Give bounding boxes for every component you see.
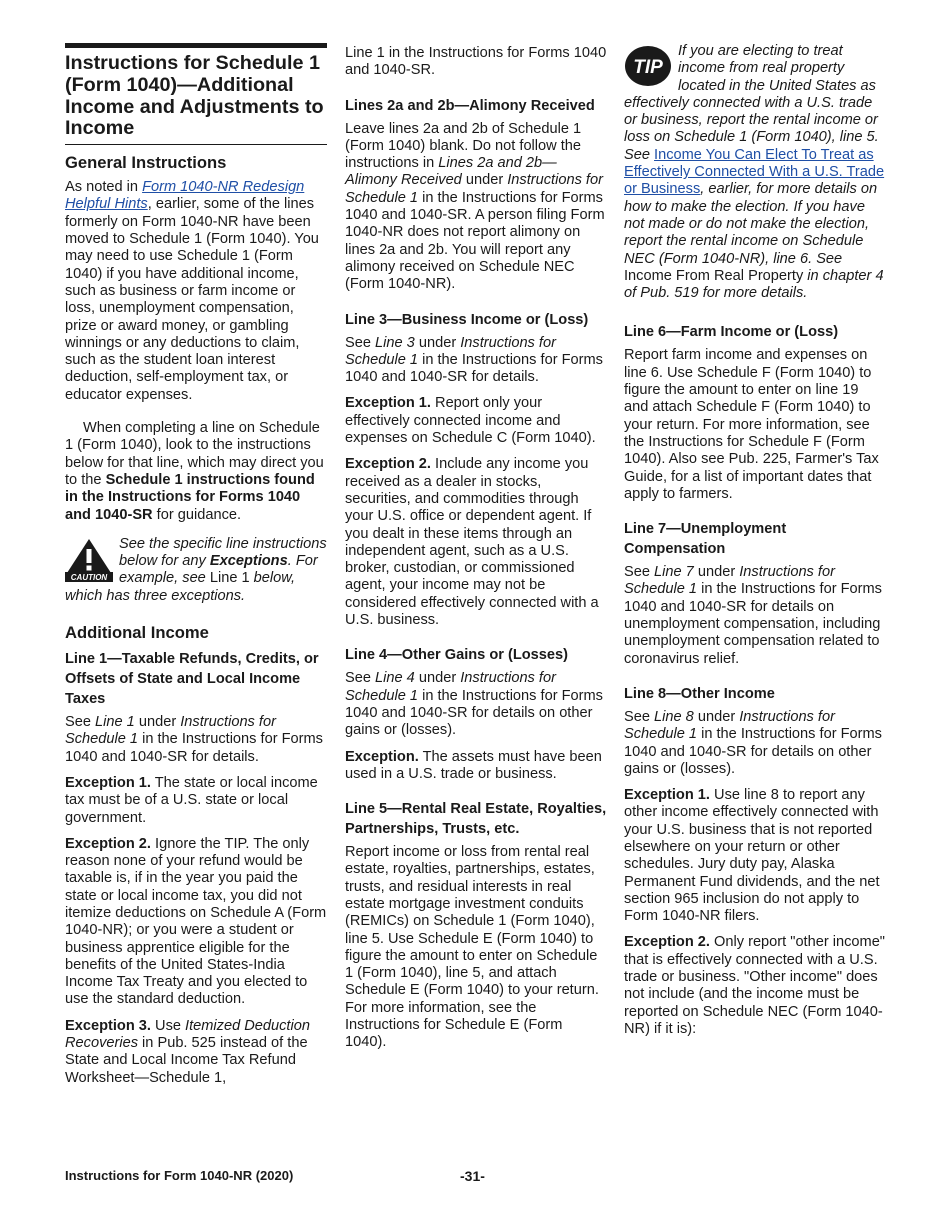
column-3 bbox=[624, 43, 886, 1047]
line6-heading: Line 6—Farm Income or (Loss) bbox=[624, 324, 839, 341]
line3-exception-2: Exception 2. Include any income you received as a dealer in stocks, securities, and commodities through your U.S. office or dependent agent. If you dealt in these items through an independent agent, such as a U.S. broker, custodian, or commissioned agent, your income may not be considered effectively connected with a U.S. business. bbox=[345, 456, 599, 629]
line8-exception-2: Exception 2. Only report "other income" that is effectively connected with a U.S. trade or business. "Other income" does not include (and the income must be reported on Schedule NEC (Form 1040-NR) if it is): bbox=[624, 934, 885, 1037]
line5-heading: Line 5—Rental Real Estate, Royalties, Partnerships, Trusts, etc. bbox=[345, 801, 607, 838]
column-1 bbox=[65, 43, 327, 1096]
caution-icon bbox=[65, 538, 113, 587]
line3-paragraph: See Line 3 under Instructions for Schedule 1 in the Instructions for Forms 1040 and 1040-SR for details. bbox=[345, 334, 603, 386]
line8-paragraph: See Line 8 under Instructions for Schedule 1 in the Instructions for Forms 1040 and 1040-SR for details on other gains or (losses). bbox=[624, 708, 882, 777]
footer-document-title: Instructions for Form 1040-NR (2020) bbox=[65, 1168, 294, 1183]
line8-heading: Line 8—Other Income bbox=[624, 685, 775, 702]
line2-paragraph: Leave lines 2a and 2b of Schedule 1 (Form 1040) blank. Do not follow the instructions in Lines 2a and 2b—Alimony Received under Instructions for Schedule 1 in the Instructions for Forms 1040 and 1040-SR. A person filing Form 1040-NR does not report alimony on lines 2a and 2b. You will report any alimony received on Schedule NEC (Form 1040-NR). bbox=[345, 120, 605, 293]
column-2 bbox=[345, 45, 607, 1061]
line6-paragraph: Report farm income and expenses on line 6. Use Schedule F (Form 1040) to figure the amount to enter on line 19 and attach Schedule F (Form 1040) to your return. For more information, see the Instructions for Schedule F (Form 1040). Also see Pub. 225, Farmer's Tax Guide, for a list of important dates that apply to farmers. bbox=[624, 347, 879, 502]
general-instructions-heading: General Instructions bbox=[65, 153, 227, 173]
page-number: -31- bbox=[460, 1168, 485, 1184]
line1-heading: Line 1—Taxable Refunds, Credits, or Offsets of State and Local Income Taxes bbox=[65, 651, 319, 708]
caution-note: CAUTION See the specific line instructions below for any Exceptions. For example, see Line 1 below, which has three exceptions. bbox=[65, 535, 327, 604]
svg-text:CAUTION: CAUTION bbox=[70, 572, 108, 582]
redesign-hints-link[interactable]: Form 1040-NR Redesign Helpful Hints bbox=[65, 179, 305, 213]
line7-heading: Line 7—Unemployment Compensation bbox=[624, 521, 787, 558]
line1-exception-1: Exception 1. The state or local income tax must be of a U.S. state or local government. bbox=[65, 774, 318, 826]
svg-text:TIP: TIP bbox=[633, 57, 663, 78]
line3-heading: Line 3—Business Income or (Loss) bbox=[345, 311, 589, 328]
title-rule bbox=[65, 43, 327, 48]
line1-continuation: Line 1 in the Instructions for Forms 1040 and 1040-SR. bbox=[345, 45, 607, 79]
effectively-connected-link[interactable]: Income You Can Elect To Treat as Effectively Connected With a U.S. Trade or Business bbox=[624, 146, 885, 198]
line4-exception: Exception. The assets must have been used in a U.S. trade or business. bbox=[345, 748, 602, 782]
general-paragraph-2: When completing a line on Schedule 1 (Form 1040), look to the instructions below for that line, which may direct you to the Schedule 1 instructions found in the Instructions for Forms 1040 and 1040-SR for guidance. bbox=[65, 420, 324, 523]
line8-exception-1: Exception 1. Use line 8 to report any other income effectively connected with your U.S. business that is not reported elsewhere on your return or other schedules. Jury duty pay, Alaska Permanent Fund dividends, and the net section 965 inclusion do not apply to Form 1040-NR filers. bbox=[624, 787, 880, 925]
line1-exception-2: Exception 2. Ignore the TIP. The only reason none of your refund would be taxable is, if in the year you paid the state or local income tax, you did not itemize deductions on Schedule A (Form 1040-NR); or you were a student or business apprentice eligible for the benefits of the United States-India Income Tax Treaty and you elected to use the standard deduction. bbox=[65, 835, 327, 1008]
line1-paragraph: See Line 1 under Instructions for Schedule 1 in the Instructions for Forms 1040 and 1040-SR for details. bbox=[65, 714, 323, 765]
line4-heading: Line 4—Other Gains or (Losses) bbox=[345, 647, 569, 664]
line3-exception-1: Exception 1. Report only your effectively connected income and expenses on Schedule C (Form 1040). bbox=[345, 395, 596, 447]
tip-note: TIP If you are electing to treat income from real property located in the United States as effectively connected with a U.S. trade or business, report the rental income or loss on Schedule 1 (Form 1040), line 5. See Income You Can Elect To Treat as Effectively Connected With a U.S. Trade or Business, earlier, for more details on how to make the election. If you have not made or do not make the election, report the rental income on Schedule NEC (Form 1040-NR), line 6. See Income From Real Property in chapter 4 of Pub. 519 for more details. bbox=[624, 43, 885, 302]
line5-paragraph: Report income or loss from rental real estate, royalties, partnerships, estates, trusts, and residual interests in real estate mortgage investment conduits (REMICs) on Schedule 1 (Form 1040), line 5. Use Schedule E (Form 1040) to figure the amount to enter on Schedule 1 (Form 1040), line 5, and attach Schedule E (Form 1040) to your return. For more information, see the Instructions for Schedule E (Form 1040). bbox=[345, 844, 599, 1051]
line7-paragraph: See Line 7 under Instructions for Schedule 1 in the Instructions for Forms 1040 and 1040-SR for details on unemployment compensation, including unemployment compensation related to coronavirus relief. bbox=[624, 564, 882, 667]
tip-icon bbox=[624, 45, 672, 92]
line4-paragraph: See Line 4 under Instructions for Schedule 1 in the Instructions for Forms 1040 and 1040-SR for details on other gains or (losses). bbox=[345, 670, 603, 739]
line2-heading: Lines 2a and 2b—Alimony Received bbox=[345, 97, 595, 114]
section-title: Instructions for Schedule 1 (Form 1040)—Additional Income and Adjustments to Income bbox=[65, 53, 327, 145]
additional-income-heading: Additional Income bbox=[65, 623, 209, 643]
line1-exception-3: Exception 3. Use Itemized Deduction Recoveries in Pub. 525 instead of the State and Local Income Tax Refund Worksheet—Schedule 1, bbox=[65, 1017, 310, 1086]
general-paragraph-1: As noted in Form 1040-NR Redesign Helpful Hints, earlier, some of the lines formerly on Form 1040-NR have been moved to Schedule 1 (Form 1040). You may need to use Schedule 1 (Form 1040) if you have additional income, such as business or farm income or loss, unemployment compensation, prize or award money, or gambling winnings or any deductions to claim, such as the student loan interest deduction, self-employment tax, or educator expenses. bbox=[65, 179, 319, 403]
